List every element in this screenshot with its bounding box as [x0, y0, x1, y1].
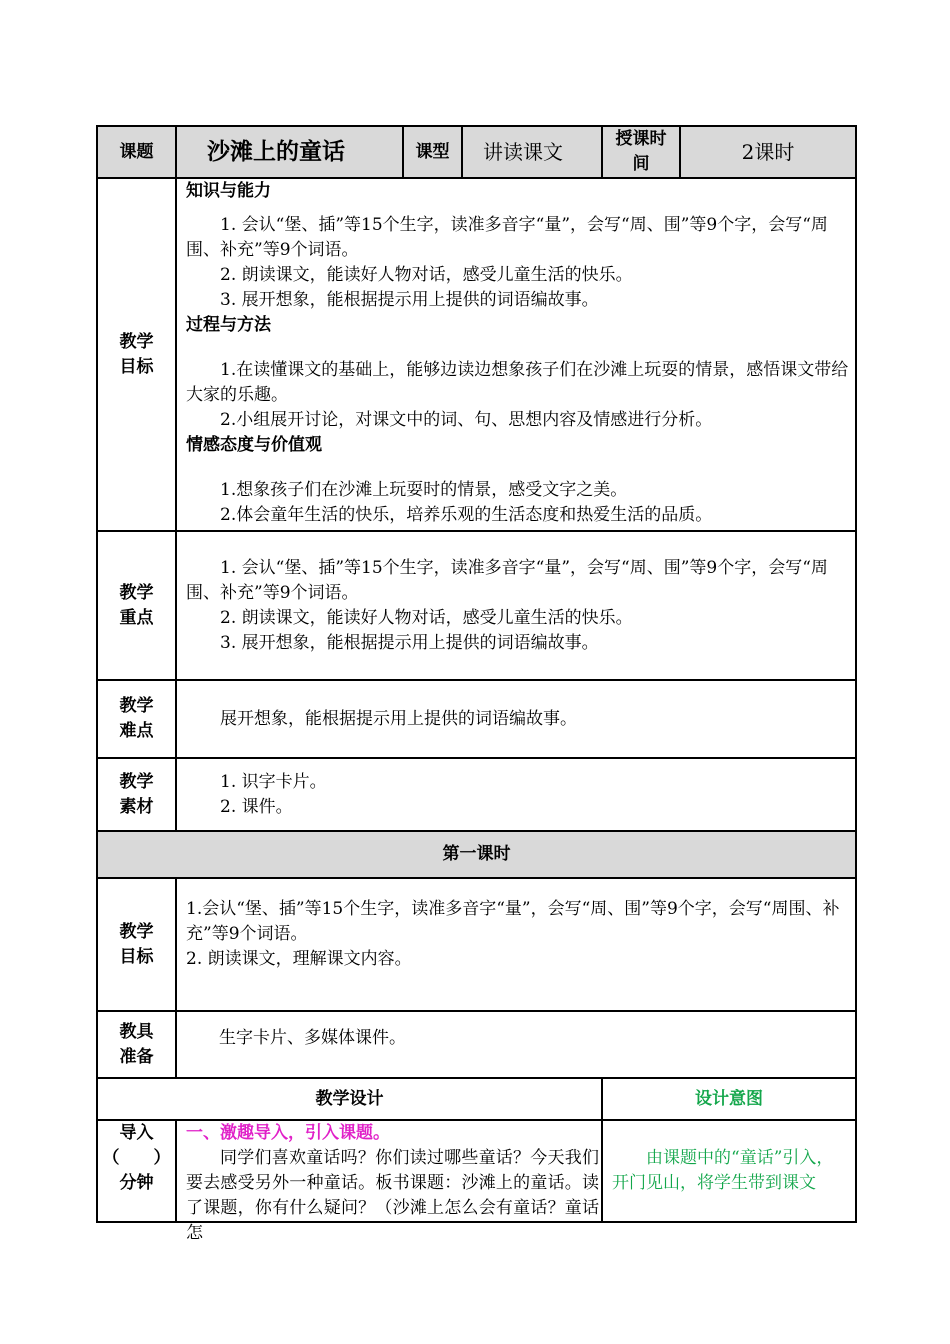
keypoints-item: 2. 朗读课文，能读好人物对话，感受儿童生活的快乐。: [220, 608, 633, 628]
materials-item: 2. 课件。: [220, 796, 293, 817]
lesson-plan-sheet: [96, 125, 855, 1243]
lesson1-objectives-content: [176, 878, 856, 1011]
topic-value: 沙滩上的童话: [176, 126, 403, 178]
intro-label-line: 分钟: [119, 1173, 154, 1193]
lesson1-tools-label: 教具准备: [97, 1011, 176, 1078]
lesson1-tools-content: [176, 1011, 856, 1078]
topic-label: 课题: [97, 126, 176, 178]
objectives-item: 1. 会认“堡、插”等15个生字，读准多音字“量”，会写“周、围”等9个字，会写“周围、补充”等9个词语。: [186, 215, 828, 260]
time-value: 2课时: [680, 126, 856, 178]
lesson-plan-table: [96, 125, 857, 1243]
objectives-label: 教学目标: [97, 178, 176, 531]
intro-label-line: 导入: [119, 1123, 154, 1143]
design-header: 教学设计: [97, 1078, 602, 1120]
lesson1-tools-text: 生字卡片、多媒体课件。: [219, 1028, 406, 1048]
difficulty-text: 展开想象，能根据提示用上提供的词语编故事。: [220, 708, 577, 729]
objectives-item: 3. 展开想象，能根据提示用上提供的词语编故事。: [220, 290, 599, 310]
intro-row: [97, 1120, 856, 1222]
objectives-section-title-2: 过程与方法: [186, 315, 271, 335]
materials-row: [97, 758, 856, 831]
intro-label-line: （ ）: [102, 1148, 171, 1168]
objectives-item: 2.小组展开讨论，对课文中的词、句、思想内容及情感进行分析。: [220, 410, 713, 430]
lesson1-header-row: [97, 831, 856, 878]
lesson1-tools-row: [97, 1011, 856, 1078]
keypoints-content: [176, 531, 856, 680]
time-label: 授课时间: [602, 126, 680, 178]
materials-content: [176, 758, 856, 831]
keypoints-item: 1. 会认“堡、插”等15个生字，读准多音字“量”，会写“周、围”等9个字，会写“周围、补充”等9个词语。: [186, 558, 828, 603]
lesson1-objectives-row: [97, 878, 856, 1011]
lesson1-objective-item: 1.会认“堡、插”等15个生字，读准多音字“量”，会写“周、围”等9个字，会写“周围、补充”等9个词语。: [186, 899, 840, 944]
header-row: [97, 126, 856, 178]
design-header-row: [97, 1078, 856, 1120]
objectives-section-title-1: 知识与能力: [186, 181, 271, 201]
intro-content: [176, 1120, 602, 1243]
objectives-section-title-3: 情感态度与价值观: [186, 435, 322, 455]
lesson1-header: 第一课时: [97, 831, 856, 878]
difficulty-content: [176, 680, 856, 758]
difficulty-row: [97, 680, 856, 758]
materials-label: 教学素材: [97, 758, 176, 831]
intro-intent: [602, 1120, 856, 1222]
intent-text: 由课题中的“童话”引入，开门见山，将学生带到课文: [612, 1148, 834, 1193]
objectives-item: 2.体会童年生活的快乐，培养乐观的生活态度和热爱生活的品质。: [220, 505, 713, 525]
intro-label: [97, 1120, 176, 1222]
intro-text: 同学们喜欢童话吗？你们读过哪些童话？今天我们要去感受另外一种童话。板书课题：沙滩上的童话。读了课题，你有什么疑问？（沙滩上怎么会有童话？童话怎: [186, 1148, 599, 1243]
keypoints-item: 3. 展开想象，能根据提示用上提供的词语编故事。: [220, 633, 599, 653]
keypoints-label: 教学重点: [97, 531, 176, 680]
intro-heading: 一、激趣导入，引入课题。: [186, 1123, 390, 1143]
difficulty-label: 教学难点: [97, 680, 176, 758]
type-label: 课型: [403, 126, 462, 178]
keypoints-row: [97, 531, 856, 680]
lesson1-objectives-label: 教学目标: [97, 878, 176, 1011]
objectives-item: 2. 朗读课文，能读好人物对话，感受儿童生活的快乐。: [220, 265, 633, 285]
type-value: 讲读课文: [462, 126, 602, 178]
objectives-item: 1.在读懂课文的基础上，能够边读边想象孩子们在沙滩上玩耍的情景，感悟课文带给大家的乐趣。: [186, 360, 849, 405]
objectives-row: [97, 178, 856, 531]
objectives-item: 1.想象孩子们在沙滩上玩耍时的情景，感受文字之美。: [220, 480, 628, 500]
materials-item: 1. 识字卡片。: [220, 771, 327, 792]
objectives-content: [176, 178, 856, 531]
intent-header: 设计意图: [602, 1078, 856, 1120]
lesson1-objective-item: 2. 朗读课文，理解课文内容。: [186, 949, 412, 969]
